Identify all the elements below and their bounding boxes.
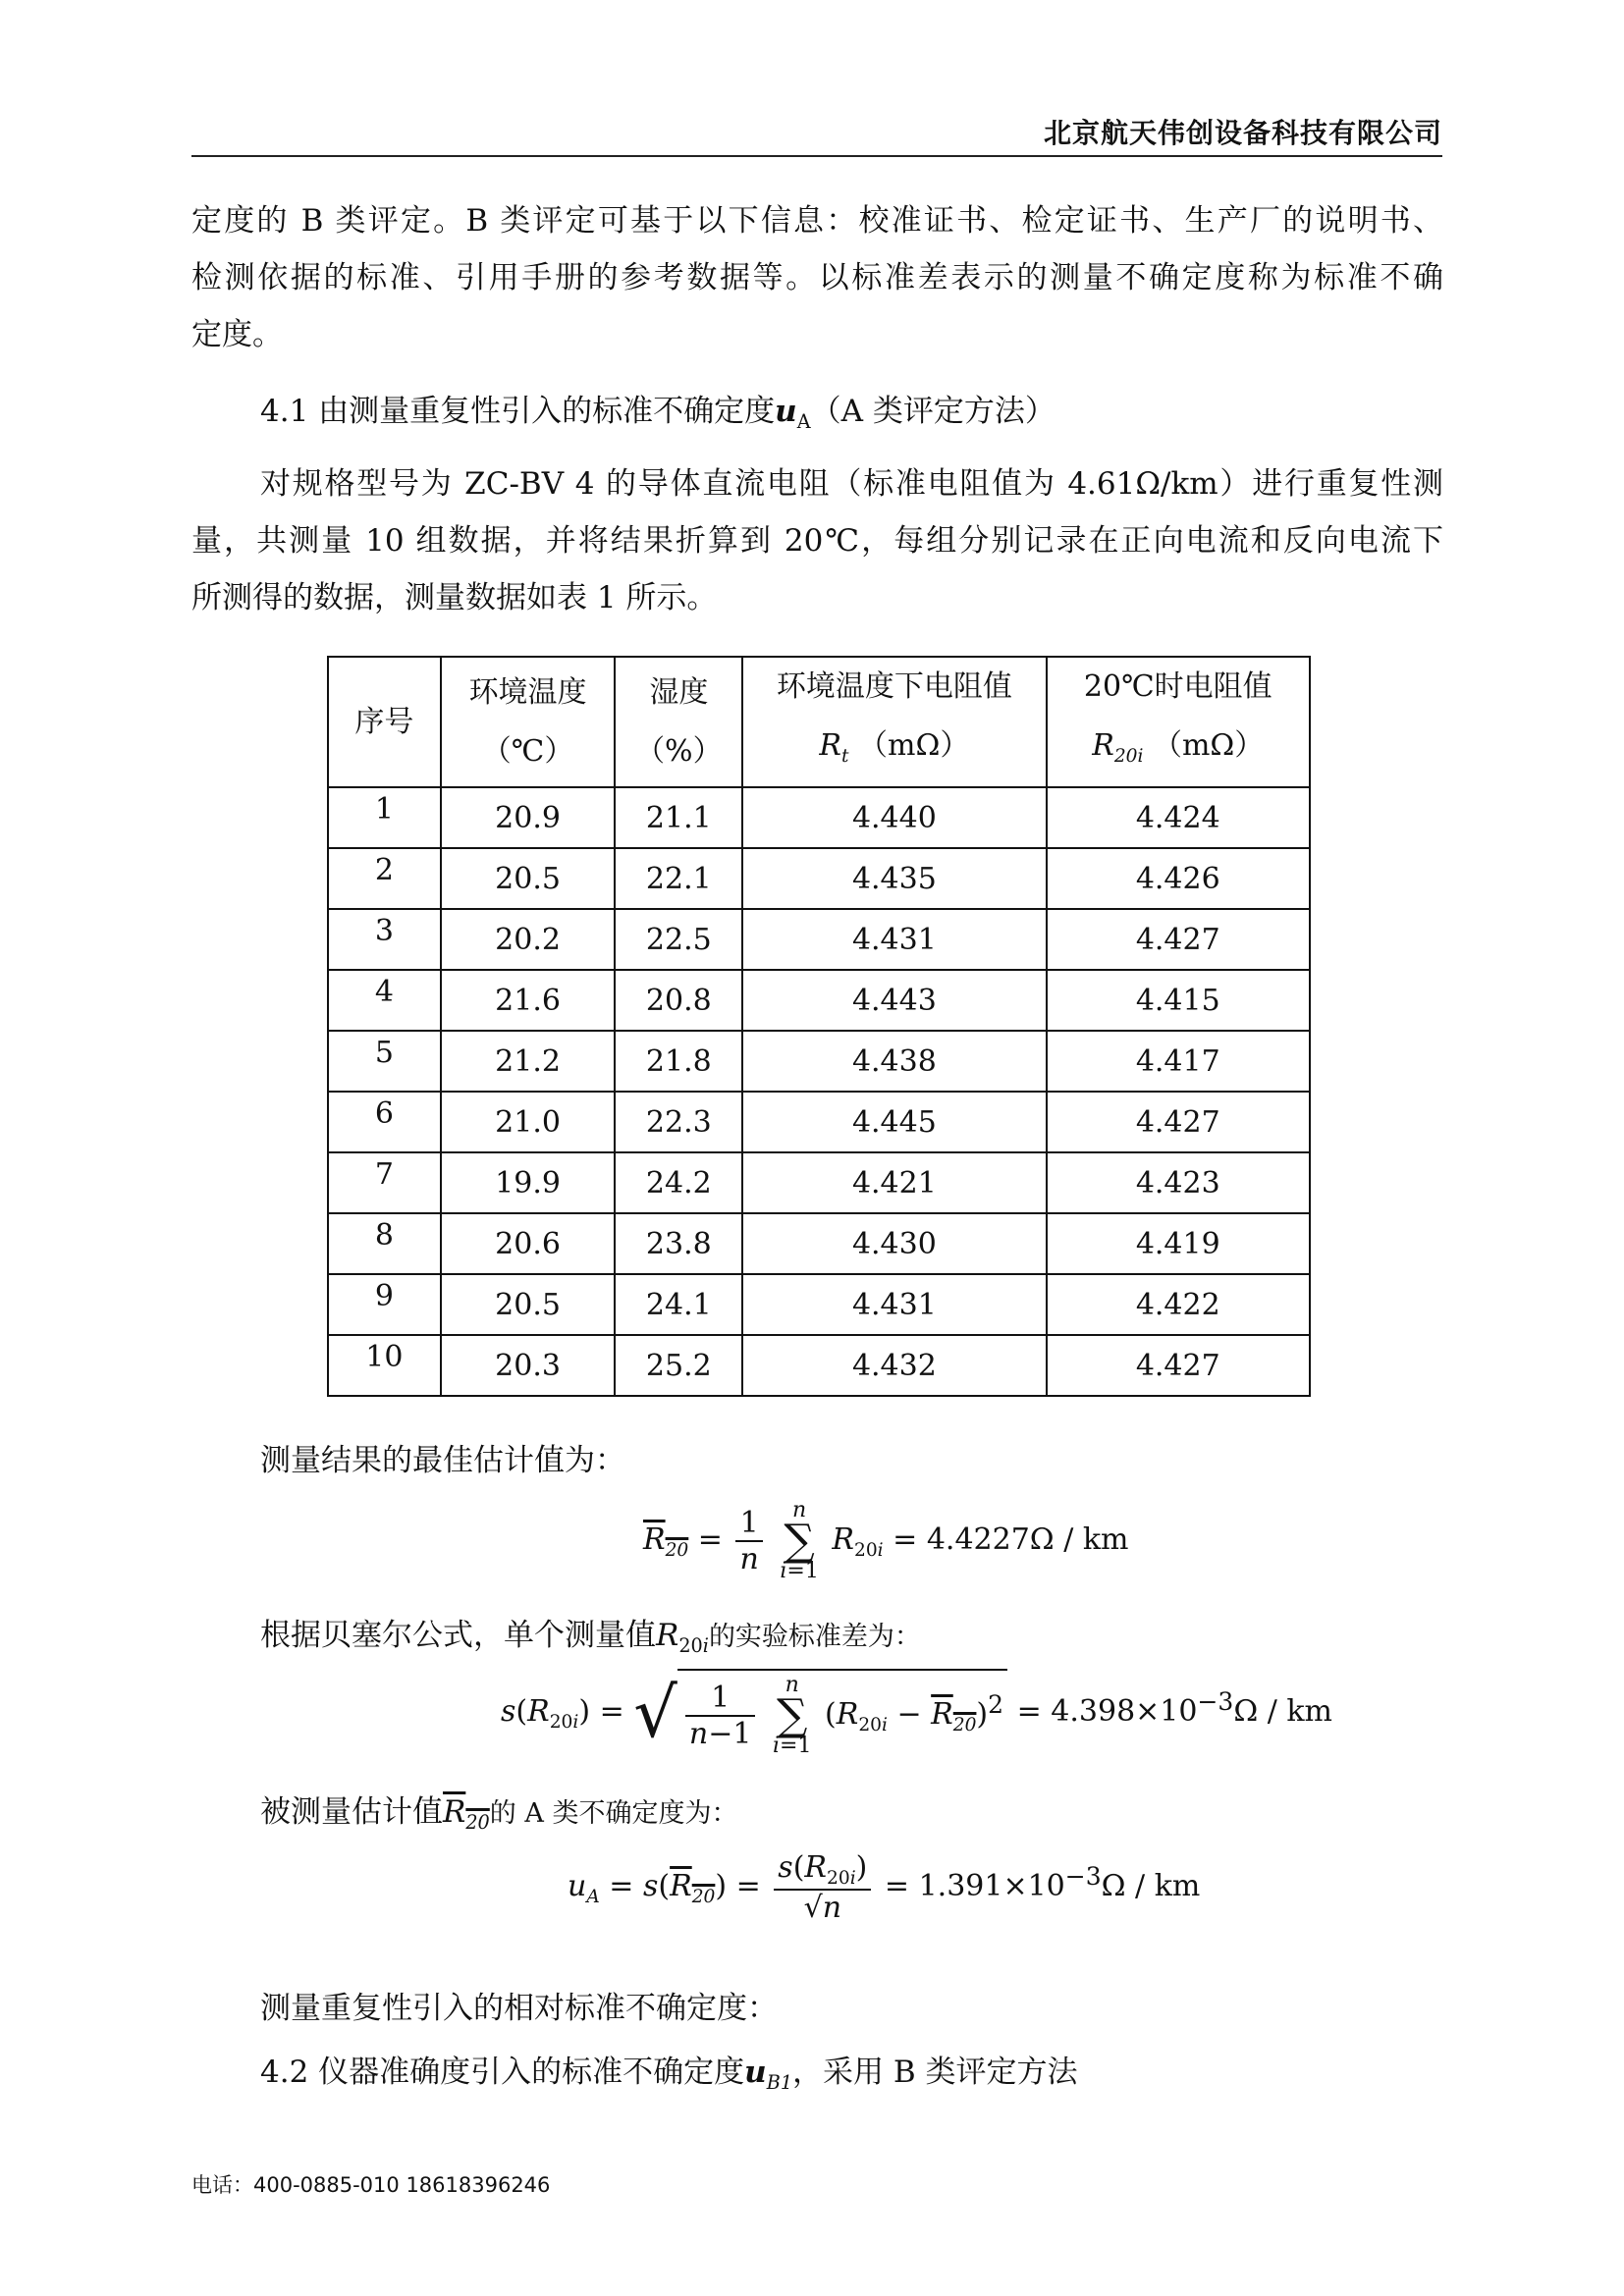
table-cell: 20.3 [441, 1335, 616, 1396]
table-cell: 4.432 [742, 1335, 1046, 1396]
table-cell: 22.5 [615, 909, 742, 970]
table-cell: 4.445 [742, 1092, 1046, 1152]
table-cell: 8 [328, 1213, 441, 1274]
table-cell: 9 [328, 1274, 441, 1335]
table-cell: 4.426 [1047, 848, 1310, 909]
header-seq: 序号 [328, 657, 441, 787]
table-cell: 6 [328, 1092, 441, 1152]
table-cell: 4.421 [742, 1152, 1046, 1213]
table-cell: 20.2 [441, 909, 616, 970]
table-cell: 3 [328, 909, 441, 970]
table-cell: 4.422 [1047, 1274, 1310, 1335]
intro-line: 定度的 B 类评定。B 类评定可基于以下信息：校准证书、检定证书、生产厂的说明书、 [191, 203, 1443, 239]
table-cell: 19.9 [441, 1152, 616, 1213]
intro-line: 定度。 [191, 317, 283, 352]
table-row [328, 787, 1310, 848]
intro-line: 检测依据的标准、引用手册的参考数据等。以标准差表示的测量不确定度称为标准不确 [191, 260, 1443, 295]
header-humidity: 湿度 （%） [615, 657, 742, 787]
header-rt: 环境温度下电阻值 $R_t$ （mΩ） [742, 657, 1046, 787]
table-cell: 4.415 [1047, 970, 1310, 1031]
table-cell: 20.5 [441, 1274, 616, 1335]
table-row [328, 1092, 1310, 1152]
best-estimate-label: 测量结果的最佳估计值为： [260, 1443, 625, 1478]
table-cell: 2 [328, 848, 441, 909]
page-header [191, 110, 1442, 157]
table-cell: 25.2 [615, 1335, 742, 1396]
table-cell: 21.6 [441, 970, 616, 1031]
table-cell: 4.427 [1047, 1335, 1310, 1396]
section-4-2-heading: 4.2 仪器准确度引入的标准不确定度$u_{B1}$，采用 B 类评定方法 [260, 2055, 1078, 2095]
table-cell: 1 [328, 787, 441, 848]
table-cell: 4.424 [1047, 787, 1310, 848]
measurement-line: 所测得的数据，测量数据如表 1 所示。 [191, 580, 718, 615]
table-cell: 4.440 [742, 787, 1046, 848]
table-row [328, 1213, 1310, 1274]
table-cell: 21.2 [441, 1031, 616, 1092]
table-cell: 4.431 [742, 909, 1046, 970]
table-cell: 5 [328, 1031, 441, 1092]
table-row [328, 1335, 1310, 1396]
table-row [328, 1152, 1310, 1213]
table-cell: 23.8 [615, 1213, 742, 1274]
best-estimate-formula: $R_{20}$ = $\frac{1}{n}$ n ∑ i=1 $R_{20i} = 4.4227\Omega$ / km [643, 1498, 1129, 1583]
table-cell: 24.1 [615, 1274, 742, 1335]
intro-paragraph [191, 192, 1443, 363]
table-row [328, 1274, 1310, 1335]
type-a-label: 被测量估计值$R_{20}$的 A 类不确定度为： [260, 1794, 738, 1835]
table-cell: 22.1 [615, 848, 742, 909]
footer-phone: 电话：400-0885-010 18618396246 [191, 2173, 551, 2197]
table-cell: 20.6 [441, 1213, 616, 1274]
company-name: 北京航天伟创设备科技有限公司 [1043, 117, 1442, 149]
table-cell: 21.0 [441, 1092, 616, 1152]
table-cell: 4.443 [742, 970, 1046, 1031]
header-temp: 环境温度 （℃） [441, 657, 616, 787]
table-cell: 24.2 [615, 1152, 742, 1213]
measurement-paragraph [191, 455, 1443, 626]
table-cell: 4.427 [1047, 1092, 1310, 1152]
table-cell: 21.8 [615, 1031, 742, 1092]
measurement-line: 对规格型号为 ZC-BV 4 的导体直流电阻（标准电阻值为 4.61Ω/km）进行重复性测 [260, 466, 1443, 502]
section-4-1-heading: 4.1 由测量重复性引入的标准不确定度$u_A(A$ 类评定方法） [260, 394, 1056, 434]
table-row [328, 1031, 1310, 1092]
table-cell: 7 [328, 1152, 441, 1213]
table-cell: 4.438 [742, 1031, 1046, 1092]
table-cell: 22.3 [615, 1092, 742, 1152]
table-row [328, 970, 1310, 1031]
measurement-line: 量，共测量 10 组数据，并将结果折算到 20℃，每组分别记录在正向电流和反向电流下 [191, 523, 1443, 559]
table-cell: 20.9 [441, 787, 616, 848]
table-row [328, 909, 1310, 970]
table-cell: 4.423 [1047, 1152, 1310, 1213]
relative-uncertainty-label: 测量重复性引入的相对标准不确定度： [260, 1991, 778, 2026]
table-header-row [328, 657, 1310, 787]
table-cell: 20.5 [441, 848, 616, 909]
table-cell: 4.435 [742, 848, 1046, 909]
type-a-formula: $u_A = s(R_{20})$ = $\frac{s(R_{20i})}{√n}$ = $1.391\times 10^{-3}\Omega$ / km [568, 1850, 1201, 1925]
bessel-label: 根据贝塞尔公式，单个测量值$R_{20i}$的实验标准差为： [260, 1618, 921, 1658]
table-cell: 21.1 [615, 787, 742, 848]
table-cell: 4.427 [1047, 909, 1310, 970]
bessel-formula: $s(R_{20i})$ = √ $\frac{1}{n-1}$ n ∑ i=1 $(R_{20i} - R_{20})^2 = 4.398\times 10^{-3}\Omega$ / km [501, 1669, 1332, 1757]
table-cell: 10 [328, 1335, 441, 1396]
table-cell: 4.431 [742, 1274, 1046, 1335]
measurement-table [327, 656, 1311, 1397]
table-cell: 4.430 [742, 1213, 1046, 1274]
table-cell: 20.8 [615, 970, 742, 1031]
table-cell: 4.419 [1047, 1213, 1310, 1274]
table-row [328, 848, 1310, 909]
table-cell: 4 [328, 970, 441, 1031]
table-body [328, 787, 1310, 1396]
header-r20: 20℃时电阻值 $R_{20i}$ （mΩ） [1047, 657, 1310, 787]
table-cell: 4.417 [1047, 1031, 1310, 1092]
